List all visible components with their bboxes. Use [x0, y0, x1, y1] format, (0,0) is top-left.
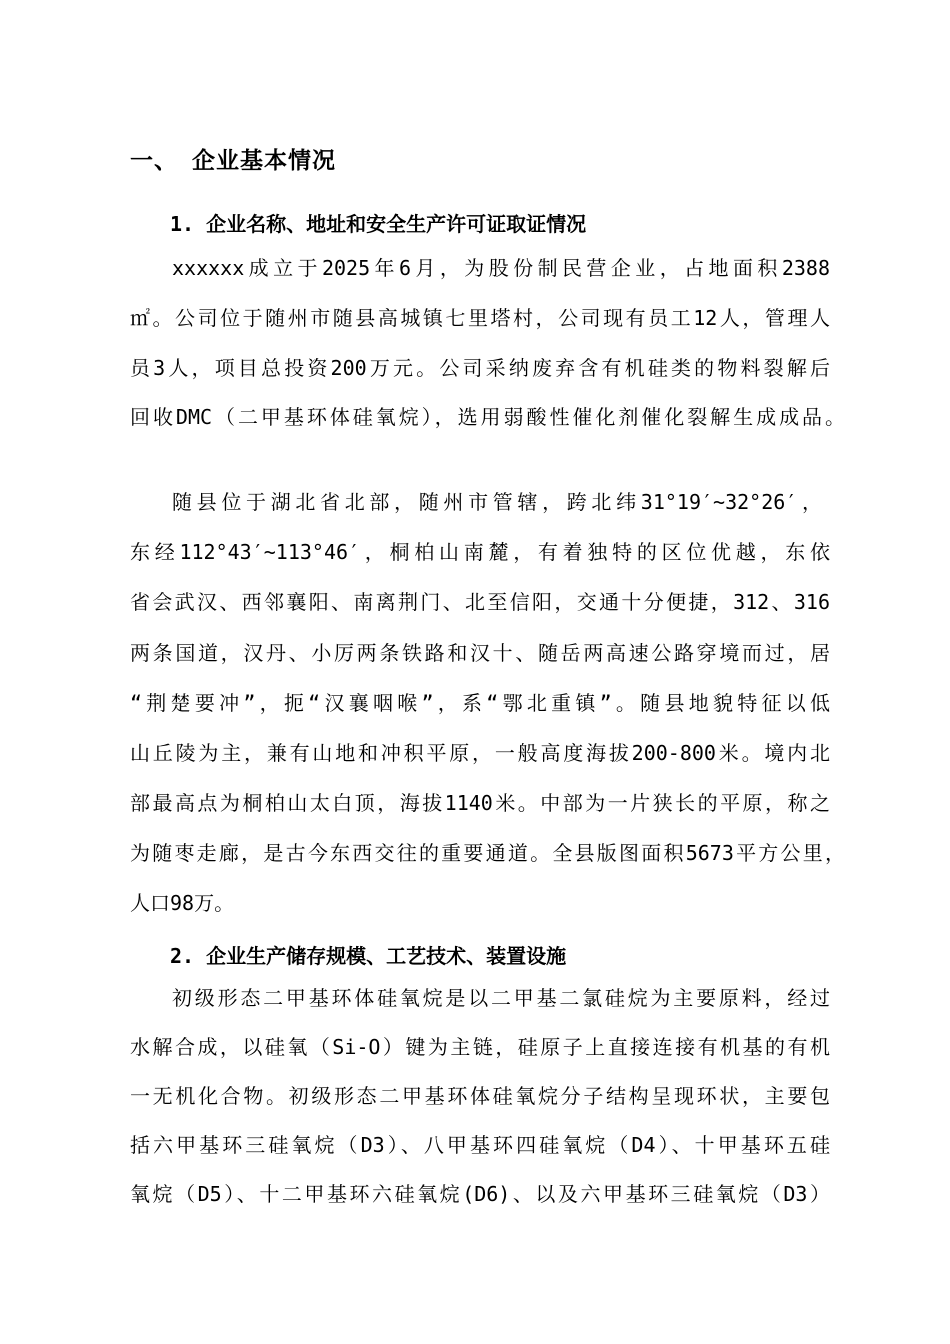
paragraph-1-line: ㎡。公司位于随州市随县高城镇七里塔村，公司现有员工12人，管理人 — [130, 306, 830, 330]
section-title: 企业基本情况 — [192, 148, 336, 174]
paragraph-2-line: 东经112°43′~113°46′，桐柏山南麓，有着独特的区位优越，东依 — [130, 540, 830, 564]
paragraph-1-line: 回收DMC（二甲基环体硅氧烷），选用弱酸性催化剂催化裂解生成成品。 — [130, 405, 845, 429]
paragraph-2-line: 省会武汉、西邻襄阳、南离荆门、北至信阳，交通十分便捷，312、316 — [130, 590, 830, 614]
paragraph-3-line: 一无机化合物。初级形态二甲基环体硅氧烷分子结构呈现环状，主要包 — [130, 1084, 830, 1108]
paragraph-3-line: 氧烷（D5）、十二甲基环六硅氧烷(D6)、以及六甲基环三硅氧烷（D3） — [130, 1182, 830, 1206]
subsection-heading-2: 2. 企业生产储存规模、工艺技术、装置设施 — [170, 944, 567, 968]
paragraph-2-line: 两条国道，汉丹、小厉两条铁路和汉十、随岳两高速公路穿境而过，居 — [130, 641, 830, 665]
paragraph-2-line: 随县位于湖北省北部，随州市管辖，跨北纬31°19′~32°26′， — [172, 490, 822, 514]
paragraph-2-line: 部最高点为桐柏山太白顶，海拔1140米。中部为一片狭长的平原，称之 — [130, 791, 830, 815]
paragraph-1-line: 员3人，项目总投资200万元。公司采纳废弃含有机硅类的物料裂解后 — [130, 356, 830, 380]
paragraph-2-line: “荆楚要冲”，扼“汉襄咽喉”，系“鄂北重镇”。随县地貌特征以低 — [130, 691, 830, 715]
paragraph-3-line: 括六甲基环三硅氧烷（D3）、八甲基环四硅氧烷（D4）、十甲基环五硅 — [130, 1133, 830, 1157]
section-heading — [130, 142, 336, 175]
subsection-heading-1: 1. 企业名称、地址和安全生产许可证取证情况 — [170, 212, 587, 236]
paragraph-3-line: 初级形态二甲基环体硅氧烷是以二甲基二氯硅烷为主要原料，经过 — [172, 986, 830, 1010]
paragraph-2-line: 山丘陵为主，兼有山地和冲积平原，一般高度海拔200-800米。境内北 — [130, 741, 830, 765]
section-number: 一、 — [130, 148, 178, 174]
paragraph-1-line: xxxxxx成立于2025年6月，为股份制民营企业，占地面积2388 — [172, 256, 830, 280]
paragraph-2-line: 人口98万。 — [130, 891, 235, 915]
paragraph-3-line: 水解合成，以硅氧（Si-O）键为主链，硅原子上直接连接有机基的有机 — [130, 1035, 830, 1059]
paragraph-2-line: 为随枣走廊，是古今东西交往的重要通道。全县版图面积5673平方公里， — [130, 841, 845, 865]
